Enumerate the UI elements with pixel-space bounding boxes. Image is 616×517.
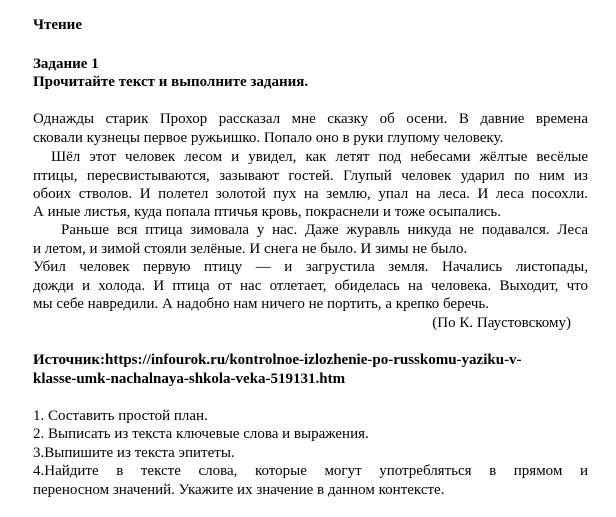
text-line: Шёл этот человек лесом и увидел, как летят под небесами жёлтые весёлые: [51, 149, 588, 165]
text-line: мы себе навредили. А надобно нам ничего не портить, а крепко беречь.: [33, 296, 489, 312]
text-line: Раньше вся птица зимовала у нас. Даже журавль никуда не подавался. Леса: [61, 222, 588, 238]
text-line: птицы, пересвистываются, зазывают гостей. Глупый человек ударил по ним из: [33, 168, 588, 184]
text-line: А иные листья, куда попала птичья кровь, покраснели и тоже осыпались.: [33, 204, 501, 220]
assignment-item: 4.Найдите в тексте слова, которые могут употребляться в прямом и: [33, 463, 588, 479]
task-title: Задание 1: [33, 56, 99, 72]
task-instruction: Прочитайте текст и выполните задания.: [33, 74, 309, 90]
assignment-item: 3.Выпишите из текста эпитеты.: [33, 445, 235, 461]
assignment-item: 1. Составить простой план.: [33, 408, 208, 424]
assignment-item: переносном значений. Укажите их значение в данном контексте.: [33, 482, 445, 498]
assignment-item: 2. Выписать из текста ключевые слова и выражения.: [33, 426, 369, 442]
text-line: сковали кузнецы первое ружьишко. Попало оно в руки глупому человеку.: [33, 130, 504, 146]
text-line: Однажды старик Прохор рассказал мне сказку об осени. В давние времена: [33, 111, 588, 127]
source-link-line2: klasse-umk-nachalnaya-shkola-veka-519131.htm: [33, 371, 346, 387]
text-line: и летом, и зимой стояли зелёные. И снега не было. И зимы не было.: [33, 241, 468, 257]
attribution: (По К. Паустовскому): [432, 315, 571, 331]
source-link-line1: Источник:https://infourok.ru/kontrolnoe-izlozhenie-po-russkomu-yaziku-v-: [33, 352, 522, 368]
text-line: обоих стволов. И полетел золотой пух на землю, упал на леса. И леса посохли.: [33, 186, 588, 202]
text-line: дожди и холода. И птица от нас отлетает, обиделась на человека. Выходит, что: [33, 278, 588, 294]
section-title: Чтение: [33, 17, 82, 33]
text-line: Убил человек первую птицу — и загрустила земля. Начались листопады,: [33, 259, 588, 275]
